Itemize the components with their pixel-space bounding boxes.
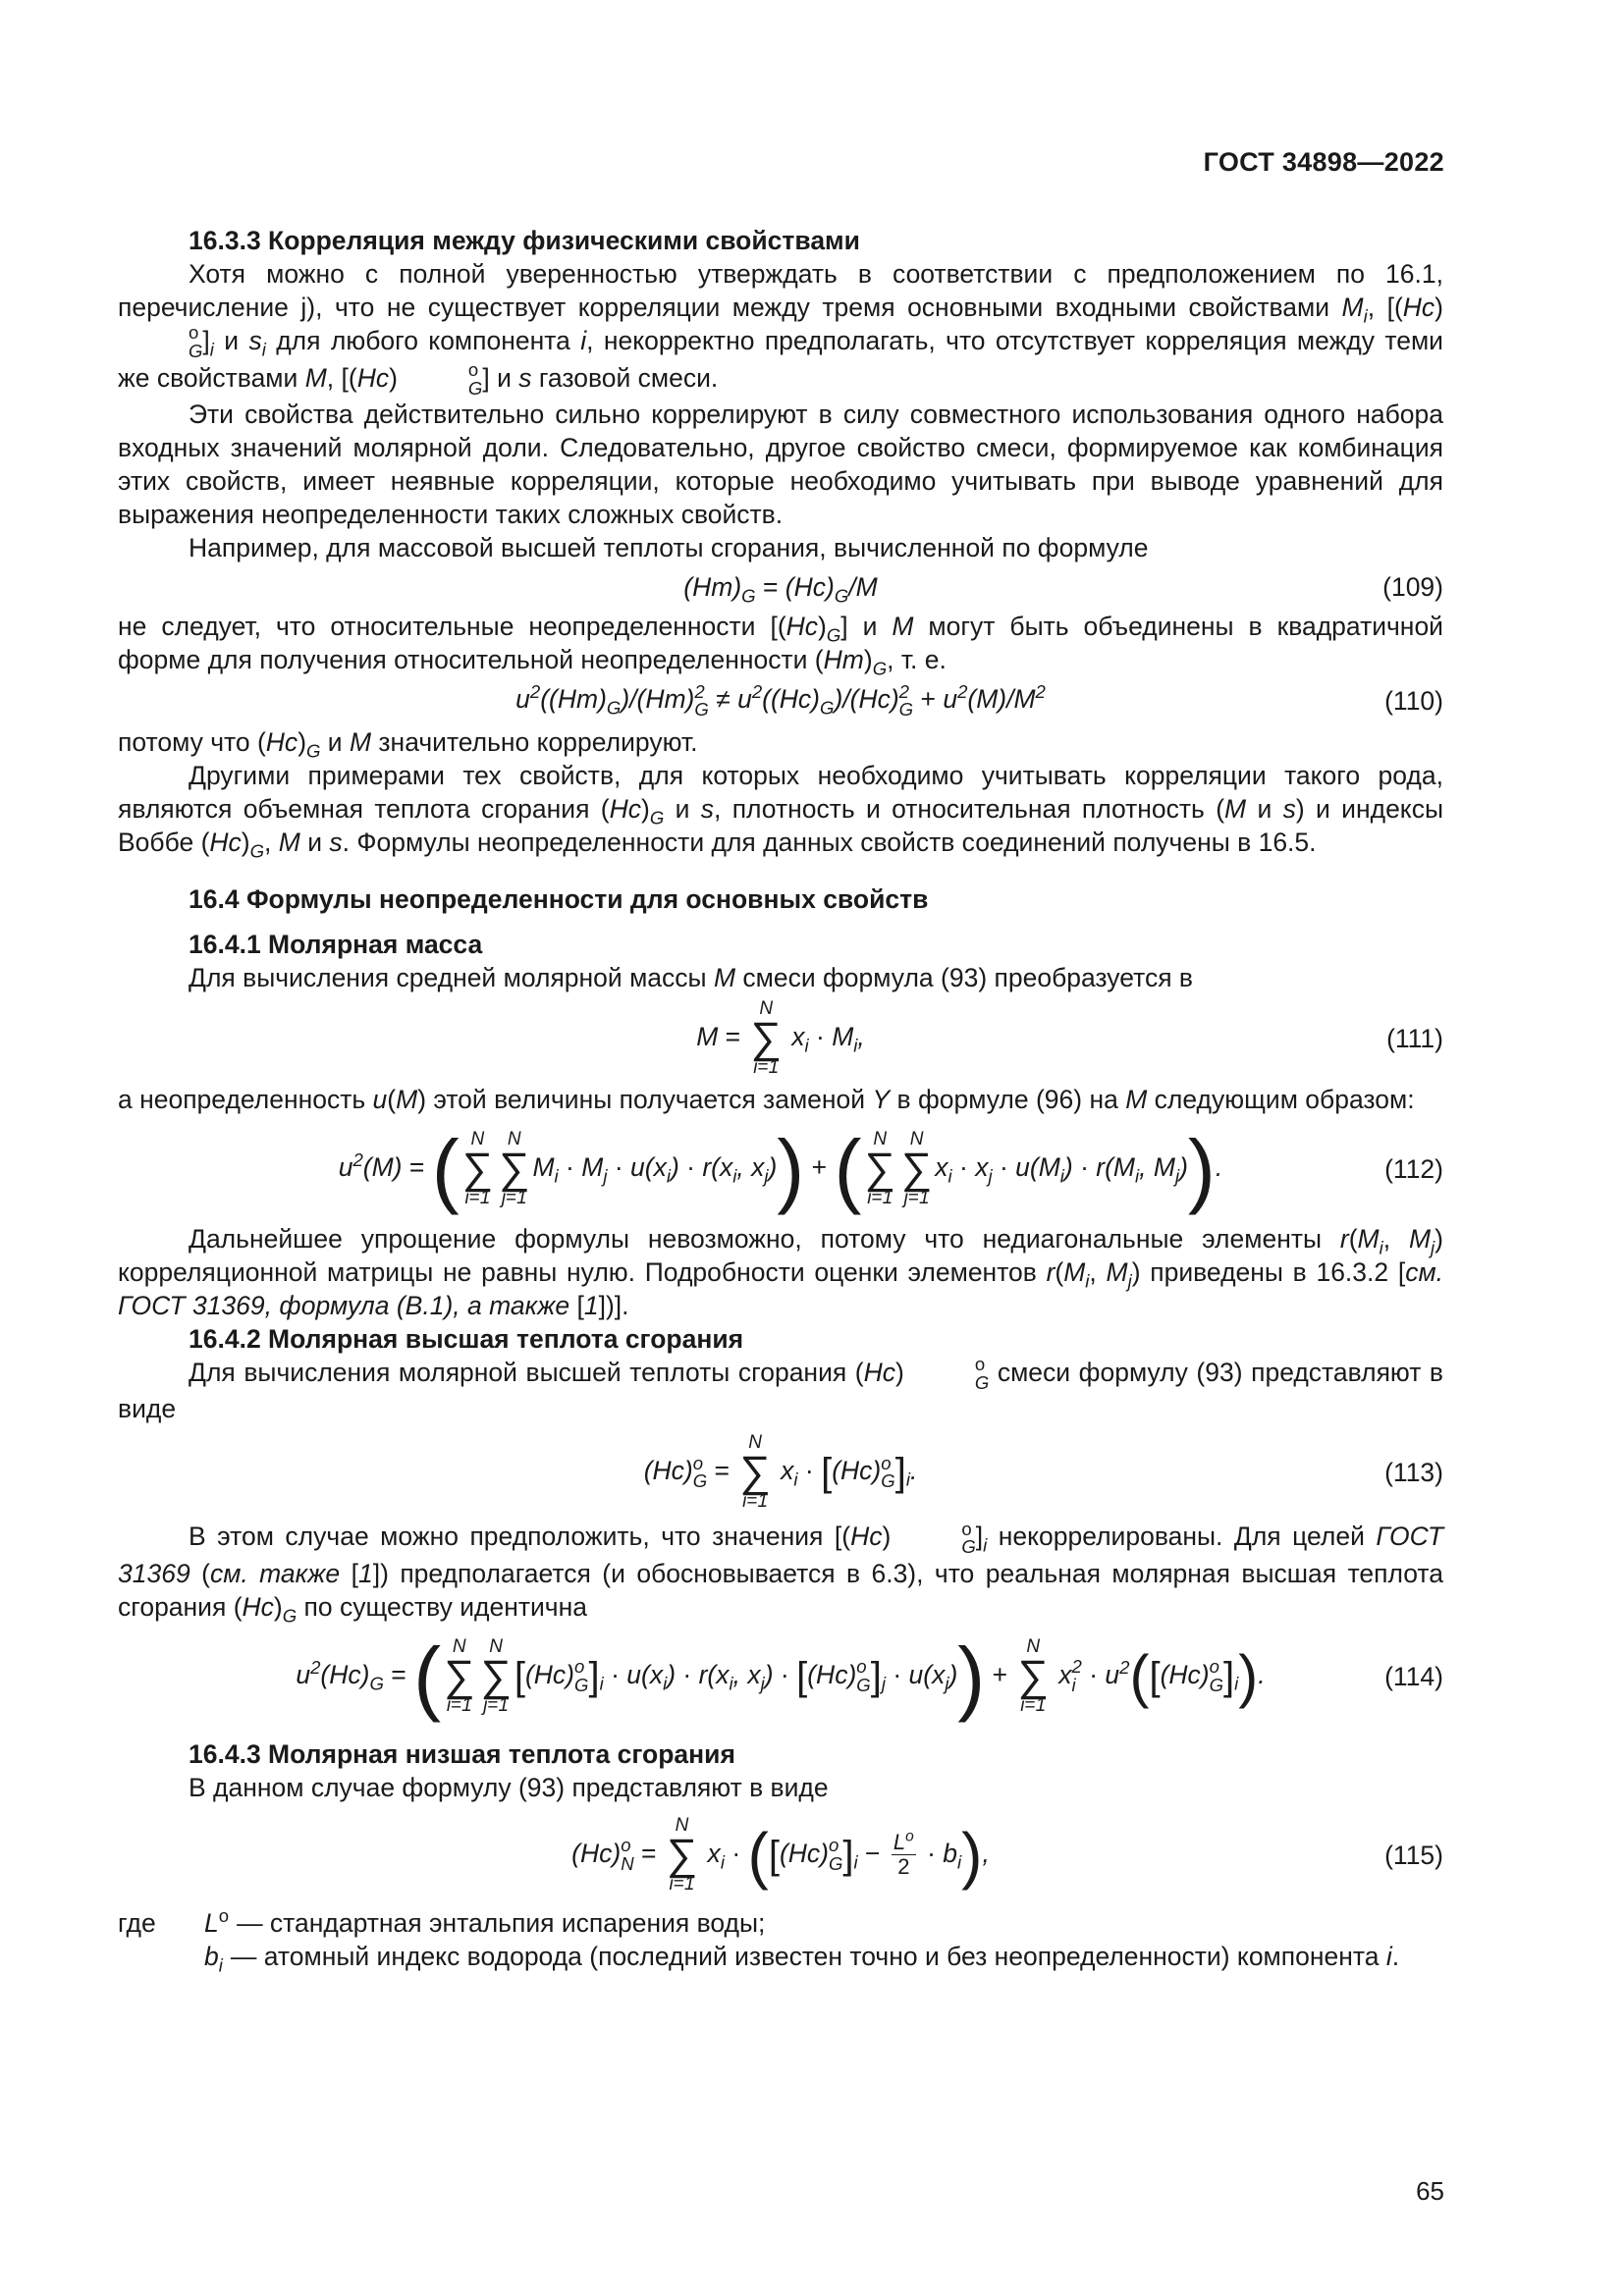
section-heading-16-3-3: 16.3.3 Корреляция между физическими свойствами: [189, 226, 860, 255]
paragraph: Хотя можно с полной уверенностью утверждать в соответствии с предположением по 16.1, перечисление j), что не существует корреляции между тремя основными входными свойствами $M_i$, [(Hc) o G ]$_i$ и $s_i$ для любого компонента i, некорректно предполагать, что отсутствует корреляция между теми же свойствами M, [(Hc) o G ] и s газовой смеси.: [118, 259, 1443, 399]
page-content: [118, 224, 1444, 1976]
paragraph: В этом случае можно предположить, что значения [(Hc) o G ]$_i$ некоррелированы. Для целей ГОСТ 31369 (см. также [1]) предполагается (и обосновывается в 6.3), что реальная молярная высшая теплота сгорания $(Hc)_G$ по существу идентична: [118, 1518, 1444, 1627]
paragraph: потому что $(Hc)_G$ и M значительно коррелируют.: [118, 726, 698, 761]
equation-114: $u^2(Hc)_G$ = ( N ∑ i=1 N ∑ j=1 [(Hc) o G ]$_i \cdot u(x_i) \cdot r(x_i$, $x_j) \cdot [(Hc)$ o G ]$_j \cdot u(x_j)$) + N ∑ i=1 x 2 i · $u^2([(Hc)$ o G ]$_i$). (114): [296, 1629, 1443, 1723]
paragraph: Другими примерами тех свойств, для которых необходимо учитывать корреляции такого рода, являются объемная теплота сгорания $(Hc)_G$ и s, плотность и относительная плотность (M и s) и индексы Воббе $(Hc)_G$, M и s. Формулы неопределенности для данных свойств соединений получены в 16.5.: [118, 760, 1443, 861]
section-heading-16-4-1: 16.4.1 Молярная масса: [189, 929, 483, 959]
paragraph: В данном случае формулу (93) представляют в виде: [189, 1772, 829, 1802]
paragraph: Эти свойства действительно сильно коррелируют в силу совместного использования одного набора входных значений молярной доли. Следовательно, другое свойство смеси, формируемое как комбинация этих свойств, имеет неявные корреляции, которые необходимо учитывать при выводе уравнений для выражения неопределенности таких сложных свойств.: [118, 400, 1443, 530]
paragraph: Например, для массовой высшей теплоты сгорания, вычисленной по формуле: [189, 533, 1149, 563]
equation-110: $u^2((Hm)_G)/(Hm)$ 2 G ≠ $u^2((Hc)_G)/(Hc)$ 2 G + $u^2(M)/M^2$ (110): [515, 680, 1443, 721]
page-number: 65: [1416, 2176, 1444, 2206]
equation-number: (113): [1384, 1458, 1443, 1488]
document-id: ГОСТ 34898—2022: [1203, 147, 1444, 177]
equation-113: (Hc) o G = N ∑ i=1 $x_i \cdot [(Hc)$ o G ]$_i$. (113): [643, 1432, 1443, 1513]
definition-text: — стандартная энтальпия испарения воды;: [237, 1907, 766, 1938]
equation-number: (109): [1382, 572, 1443, 603]
equation-109: $(Hm)_G = (Hc)_G/M$ (109): [683, 572, 1443, 607]
equation-number: (112): [1384, 1153, 1443, 1184]
paragraph: Для вычисления молярной высшей теплоты сгорания (Hc) o G смеси формулу (93) представляют в виде: [118, 1354, 1444, 1424]
definition-symbol: $b_i$: [204, 1941, 223, 1976]
section-heading-16-4: 16.4 Формулы неопределенности для основных свойств: [189, 883, 929, 914]
equation-number: (115): [1384, 1840, 1443, 1870]
equation-number: (114): [1384, 1661, 1443, 1691]
paragraph: Дальнейшее упрощение формулы невозможно, потому что недиагональные элементы $r(M_i$, $M_j$) корреляционной матрицы не равны нулю. Подробности оценки элементов $r(M_i$, $M_j$) приведены в 16.3.2 [см. ГОСТ 31369, формула (B.1), а также [1])].: [118, 1223, 1443, 1320]
definition-row: [118, 1940, 1443, 1976]
equation-number: (110): [1384, 685, 1443, 716]
paragraph: не следует, что относительные неопределенности $[(Hc)_G]$ и M могут быть объединены в квадратичной форме для получения относительной неопределенности $(Hm)_G$, т. е.: [118, 612, 1443, 679]
section-heading-16-4-2: 16.4.2 Молярная высшая теплота сгорания: [189, 1323, 744, 1354]
section-heading-16-4-3: 16.4.3 Молярная низшая теплота сгорания: [189, 1738, 735, 1769]
equation-number: (111): [1386, 1023, 1443, 1053]
equation-115: (Hc) o N = N ∑ i=1 $x_i \cdot ([(Hc)$ o G ]$_i$ − $\frac{L^o}{2}$ · $b_i$), (115): [571, 1814, 1443, 1895]
equation-111: M = N ∑ i=1 $x_i \cdot M_i$, (111): [696, 997, 1443, 1078]
definition-row: [118, 1906, 1443, 1940]
definition-text: — атомный индекс водорода (последний известен точно и без неопределенности) компонента i.: [230, 1941, 1400, 1971]
equation-112: $u^2(M)$ = ( N ∑ i=1 N ∑ j=1 $M_i \cdot M_j \cdot u(x_i) \cdot r(x_i$, $x_j$)) + ( N ∑ i=1 N ∑ j=1 $x_i \cdot x_j \cdot u(M_i) \cdot r(M_i$, $M_j$)). (112): [338, 1122, 1443, 1215]
definition-symbol: $L^o$: [204, 1904, 230, 1938]
paragraph: а неопределенность u(M) этой величины получается заменой Y в формуле (96) на M следующим образом:: [118, 1084, 1415, 1114]
where-label: где: [118, 1907, 156, 1938]
paragraph: Для вычисления средней молярной массы M смеси формула (93) преобразуется в: [189, 962, 1193, 992]
